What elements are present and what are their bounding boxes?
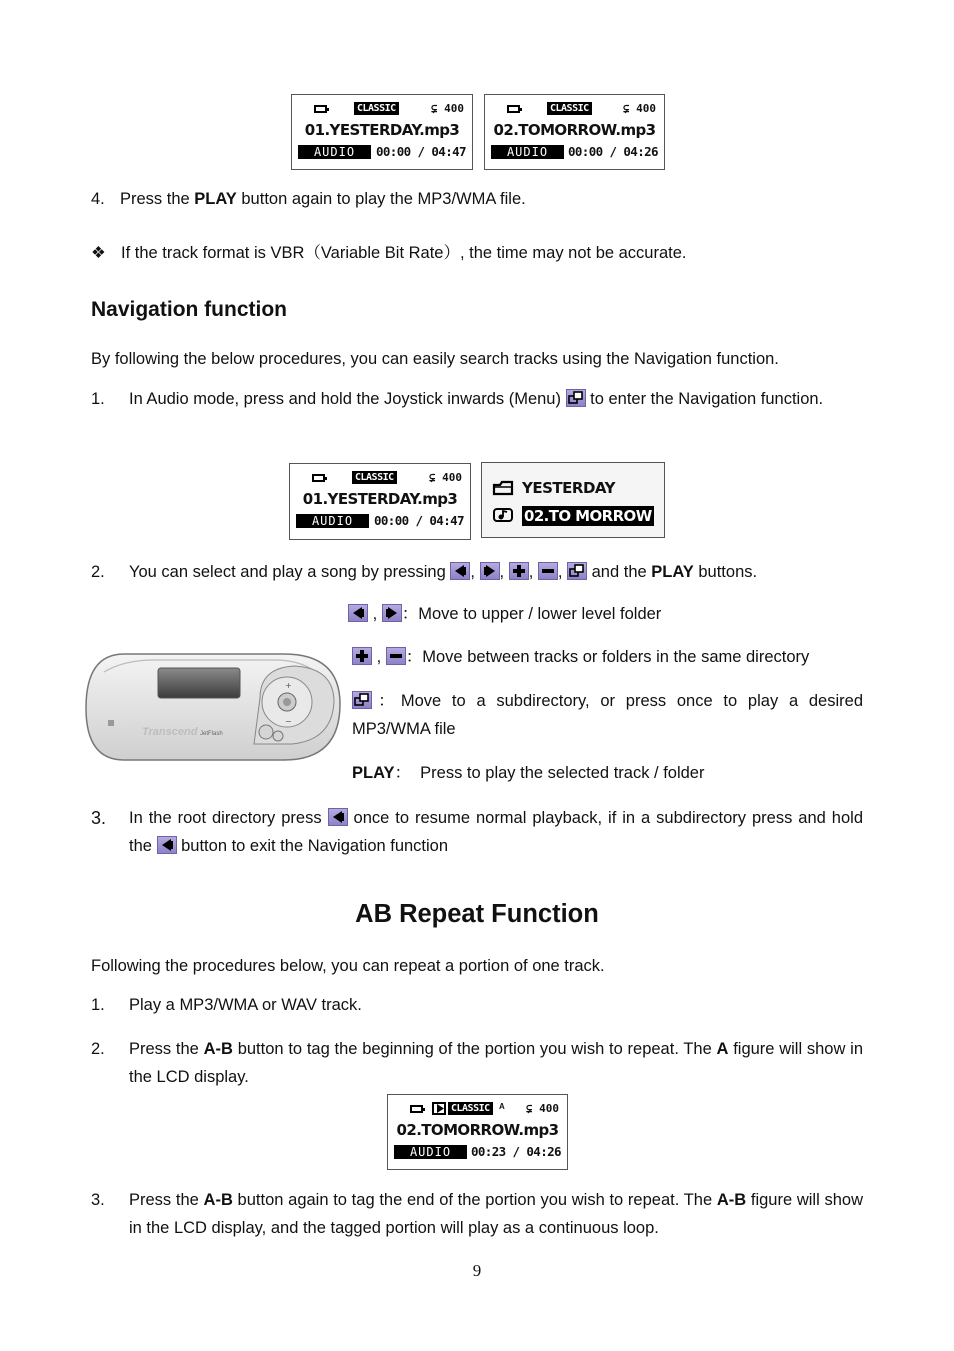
time-display: 00:23 / 04:26 xyxy=(470,1144,561,1159)
mode-label: AUDIO xyxy=(296,514,369,528)
previous-button-icon xyxy=(450,562,470,580)
brand-logo: Transcend xyxy=(142,726,198,738)
track-title: 02.TOMORROW.mp3 xyxy=(493,121,656,139)
mode-label: AUDIO xyxy=(298,145,371,159)
eq-label: CLASSIC xyxy=(352,471,397,484)
mode-label: AUDIO xyxy=(491,145,564,159)
step-number: 1. xyxy=(91,390,105,408)
lcd-screen-ab xyxy=(387,1094,568,1170)
play-state-icon xyxy=(432,1102,446,1115)
nav-step1-text: In Audio mode, press and hold the Joystick inwards (Menu) to enter the Navigation function. xyxy=(129,390,824,408)
page-number: 9 xyxy=(472,1261,482,1280)
ab-intro: Following the procedures below, you can repeat a portion of one track. xyxy=(91,957,605,975)
step-number: 3. xyxy=(91,808,107,828)
svg-text:+: + xyxy=(285,681,292,690)
battery-icon xyxy=(314,105,327,113)
music-file-icon xyxy=(493,507,513,523)
ab-step2-text: Press the A-B button to tag the beginning of the portion you wish to repeat. The A figure will show in the LCD display. xyxy=(129,1040,863,1086)
track-title: 01.YESTERDAY.mp3 xyxy=(302,490,458,508)
step-number: 2. xyxy=(91,563,105,581)
step-number: 1. xyxy=(91,996,105,1014)
time-display: 00:00 / 04:26 xyxy=(567,144,658,159)
track-title: 02.TOMORROW.mp3 xyxy=(396,1121,559,1139)
menu-button-icon xyxy=(567,562,587,580)
note-bullet-icon: ❖ xyxy=(91,244,106,262)
menu-button-icon xyxy=(352,691,372,709)
ab-step1-text: Play a MP3/WMA or WAV track. xyxy=(129,996,362,1014)
ab-repeat-heading: AB Repeat Function xyxy=(355,900,599,928)
previous-button-icon xyxy=(157,836,177,854)
previous-button-icon xyxy=(348,604,368,622)
nav-step3-text: In the root directory press once to resume normal playback, if in a subdirectory press and hold the button to exit the Navigation function xyxy=(129,809,863,855)
lcd-screen-track2 xyxy=(484,94,665,170)
folder-icon xyxy=(492,480,514,496)
volume-indicator: ⊊ 400 xyxy=(622,102,656,115)
ab-marker: A xyxy=(499,1102,505,1111)
eq-label: CLASSIC xyxy=(448,1102,493,1115)
volume-indicator: ⊊ 400 xyxy=(430,102,464,115)
lcd-screen-track1 xyxy=(291,94,473,170)
eq-label: CLASSIC xyxy=(354,102,399,115)
nav-folder-name: YESTERDAY xyxy=(522,479,615,497)
model-logo: JetFlash xyxy=(200,731,223,737)
volume-indicator: ⊊ 400 xyxy=(428,471,462,484)
step-number: 2. xyxy=(91,1040,105,1058)
step-number: 4. xyxy=(91,190,105,208)
track-title: 01.YESTERDAY.mp3 xyxy=(304,121,460,139)
nav-selected-track: 02.TO MORROW xyxy=(524,507,652,525)
mp3-player-image xyxy=(84,652,342,764)
battery-icon xyxy=(507,105,520,113)
minus-button-icon xyxy=(386,647,406,665)
legend-tracks: , ：Move between tracks or folders in the same directory xyxy=(352,643,809,671)
legend-updown-folder: , ：Move to upper / lower level folder xyxy=(348,600,661,628)
legend-play: PLAY： Press to play the selected track / folder xyxy=(352,764,705,782)
legend-subdirectory: ：Move to a subdirectory, or press once to play a desired MP3/WMA file xyxy=(352,692,863,738)
ab-step3-text: Press the A-B button again to tag the end of the portion you wish to repeat. The A-B figure will show in the LCD display, and the tagged portion will play as a continuous loop. xyxy=(129,1191,863,1237)
battery-icon xyxy=(410,1105,423,1113)
eq-label: CLASSIC xyxy=(547,102,592,115)
vbr-note: If the track format is VBR（Variable Bit Rate）, the time may not be accurate. xyxy=(121,244,687,262)
plus-button-icon xyxy=(352,647,372,665)
volume-indicator: ⊊ 400 xyxy=(525,1102,559,1115)
menu-button-icon xyxy=(566,389,586,407)
plus-button-icon xyxy=(509,562,529,580)
time-display: 00:00 / 04:47 xyxy=(373,513,464,528)
step4-text: Press the PLAY button again to play the MP3/WMA file. xyxy=(120,190,526,208)
svg-text:−: − xyxy=(285,717,292,726)
mode-label: AUDIO xyxy=(394,1145,467,1159)
navigation-heading: Navigation function xyxy=(91,298,287,321)
minus-button-icon xyxy=(538,562,558,580)
lcd-screen-nav-track1 xyxy=(289,463,471,540)
next-button-icon xyxy=(382,604,402,622)
previous-button-icon xyxy=(328,808,348,826)
step-number: 3. xyxy=(91,1191,105,1209)
lcd-screen-navigation xyxy=(481,462,665,538)
nav-step2-text: You can select and play a song by pressing , , , , and the PLAY buttons. xyxy=(129,563,758,581)
battery-icon xyxy=(312,474,325,482)
next-button-icon xyxy=(480,562,500,580)
navigation-intro: By following the below procedures, you can easily search tracks using the Navigation function. xyxy=(91,350,779,368)
time-display: 00:00 / 04:47 xyxy=(375,144,466,159)
